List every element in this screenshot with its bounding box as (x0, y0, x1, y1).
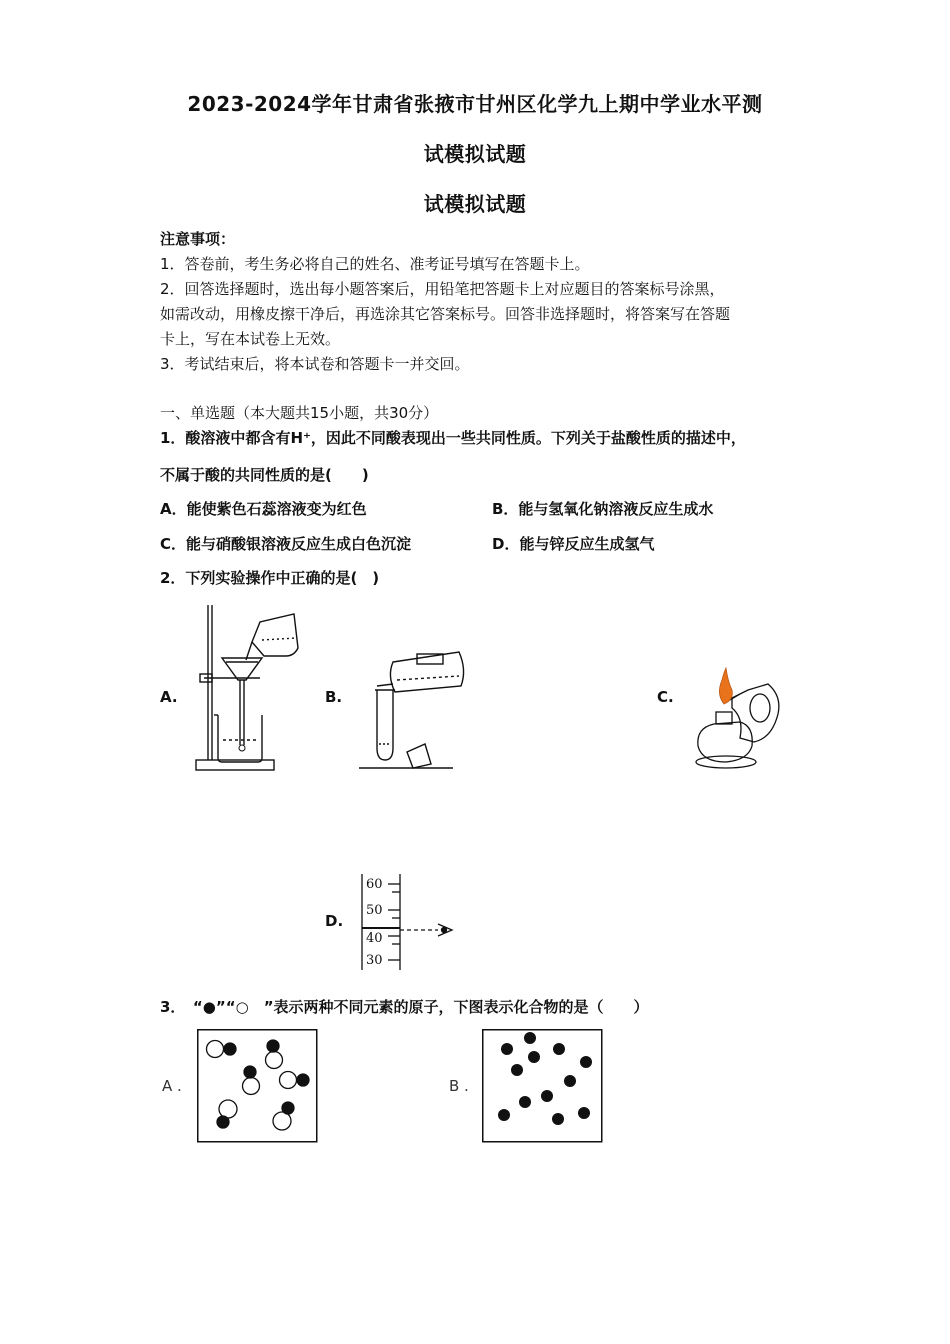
white-atom (266, 1052, 283, 1069)
q1-stem-a: 1．酸溶液中都含有H⁺，因此不同酸表现出一些共同性质。下列关于盐酸性质的描述中， (160, 429, 746, 447)
q1-stem-b: 不属于酸的共同性质的是( ) (160, 466, 369, 484)
flame-shape (719, 668, 732, 704)
notice-item-2a: 2．回答选择题时，选出每小题答案后，用铅笔把答题卡上对应题目的答案标号涂黑， (160, 280, 725, 298)
notice-item-1: 1．答卷前，考生务必将自己的姓名、准考证号填写在答题卡上。 (160, 255, 590, 273)
notice-item-2c: 卡上，写在本试卷上无效。 (160, 330, 341, 348)
black-atom (552, 1113, 564, 1125)
notice-item-2b: 如需改动，用橡皮擦干净后，再选涂其它答案标号。回答非选择题时，将答案写在答题 (160, 305, 731, 323)
molecule-box-a (197, 1029, 318, 1143)
exam-title-line1: 2023-2024学年甘肃省张掖市甘州区化学九上期中学业水平测 (187, 92, 763, 116)
q3-label-a: A . (162, 1077, 182, 1095)
black-atom (217, 1116, 229, 1128)
q1-option-a: A．能使紫色石蕊溶液变为红色 (160, 500, 367, 518)
black-atom (297, 1074, 309, 1086)
black-atom (511, 1064, 523, 1076)
exam-title-line2: 试模拟试题 (423, 142, 527, 166)
black-atom (267, 1040, 279, 1052)
black-atom (519, 1096, 531, 1108)
black-atom (580, 1056, 592, 1068)
q2-label-d: D. (325, 912, 344, 930)
tick-label-60: 60 (366, 877, 383, 892)
white-atom (273, 1112, 291, 1130)
tick-label-40: 40 (366, 931, 383, 946)
white-atom (207, 1041, 224, 1058)
black-atom (541, 1090, 553, 1102)
black-atom (498, 1109, 510, 1121)
q2-label-a: A. (160, 688, 178, 706)
alcohol-lamp-figure (688, 668, 788, 778)
q3-stem: 3． “●”“○ ”表示两种不同元素的原子，下图表示化合物的是（ ） (160, 998, 649, 1016)
white-atom (243, 1078, 260, 1095)
q2-label-c: C. (657, 688, 674, 706)
graduated-cylinder-figure (352, 872, 462, 972)
notice-heading: 注意事项： (160, 230, 236, 248)
white-atom (219, 1100, 237, 1118)
black-atom (224, 1043, 236, 1055)
tick-label-30: 30 (366, 953, 383, 968)
molecule-box-b (482, 1029, 603, 1143)
black-atom (244, 1066, 256, 1078)
white-atom (280, 1072, 297, 1089)
q3-label-b: B . (449, 1077, 469, 1095)
black-atom (578, 1107, 590, 1119)
filtration-apparatus-figure (190, 600, 310, 775)
black-atom (501, 1043, 513, 1055)
tick-label-50: 50 (366, 903, 383, 918)
black-atom (553, 1043, 565, 1055)
black-atom (282, 1102, 294, 1114)
pouring-liquid-figure (355, 640, 465, 775)
black-atom (564, 1075, 576, 1087)
notice-item-3: 3．考试结束后，将本试卷和答题卡一并交回。 (160, 355, 470, 373)
q1-option-c: C．能与硝酸银溶液反应生成白色沉淀 (160, 535, 412, 553)
black-atom (524, 1032, 536, 1044)
black-atom (528, 1051, 540, 1063)
section-heading: 一、单选题（本大题共15小题，共30分） (160, 404, 439, 422)
exam-title-line3: 试模拟试题 (423, 192, 527, 216)
q1-option-b: B．能与氢氧化钠溶液反应生成水 (492, 500, 714, 518)
q1-option-d: D．能与锌反应生成氢气 (492, 535, 655, 553)
q2-stem: 2．下列实验操作中正确的是( ) (160, 569, 380, 587)
q2-label-b: B. (325, 688, 343, 706)
